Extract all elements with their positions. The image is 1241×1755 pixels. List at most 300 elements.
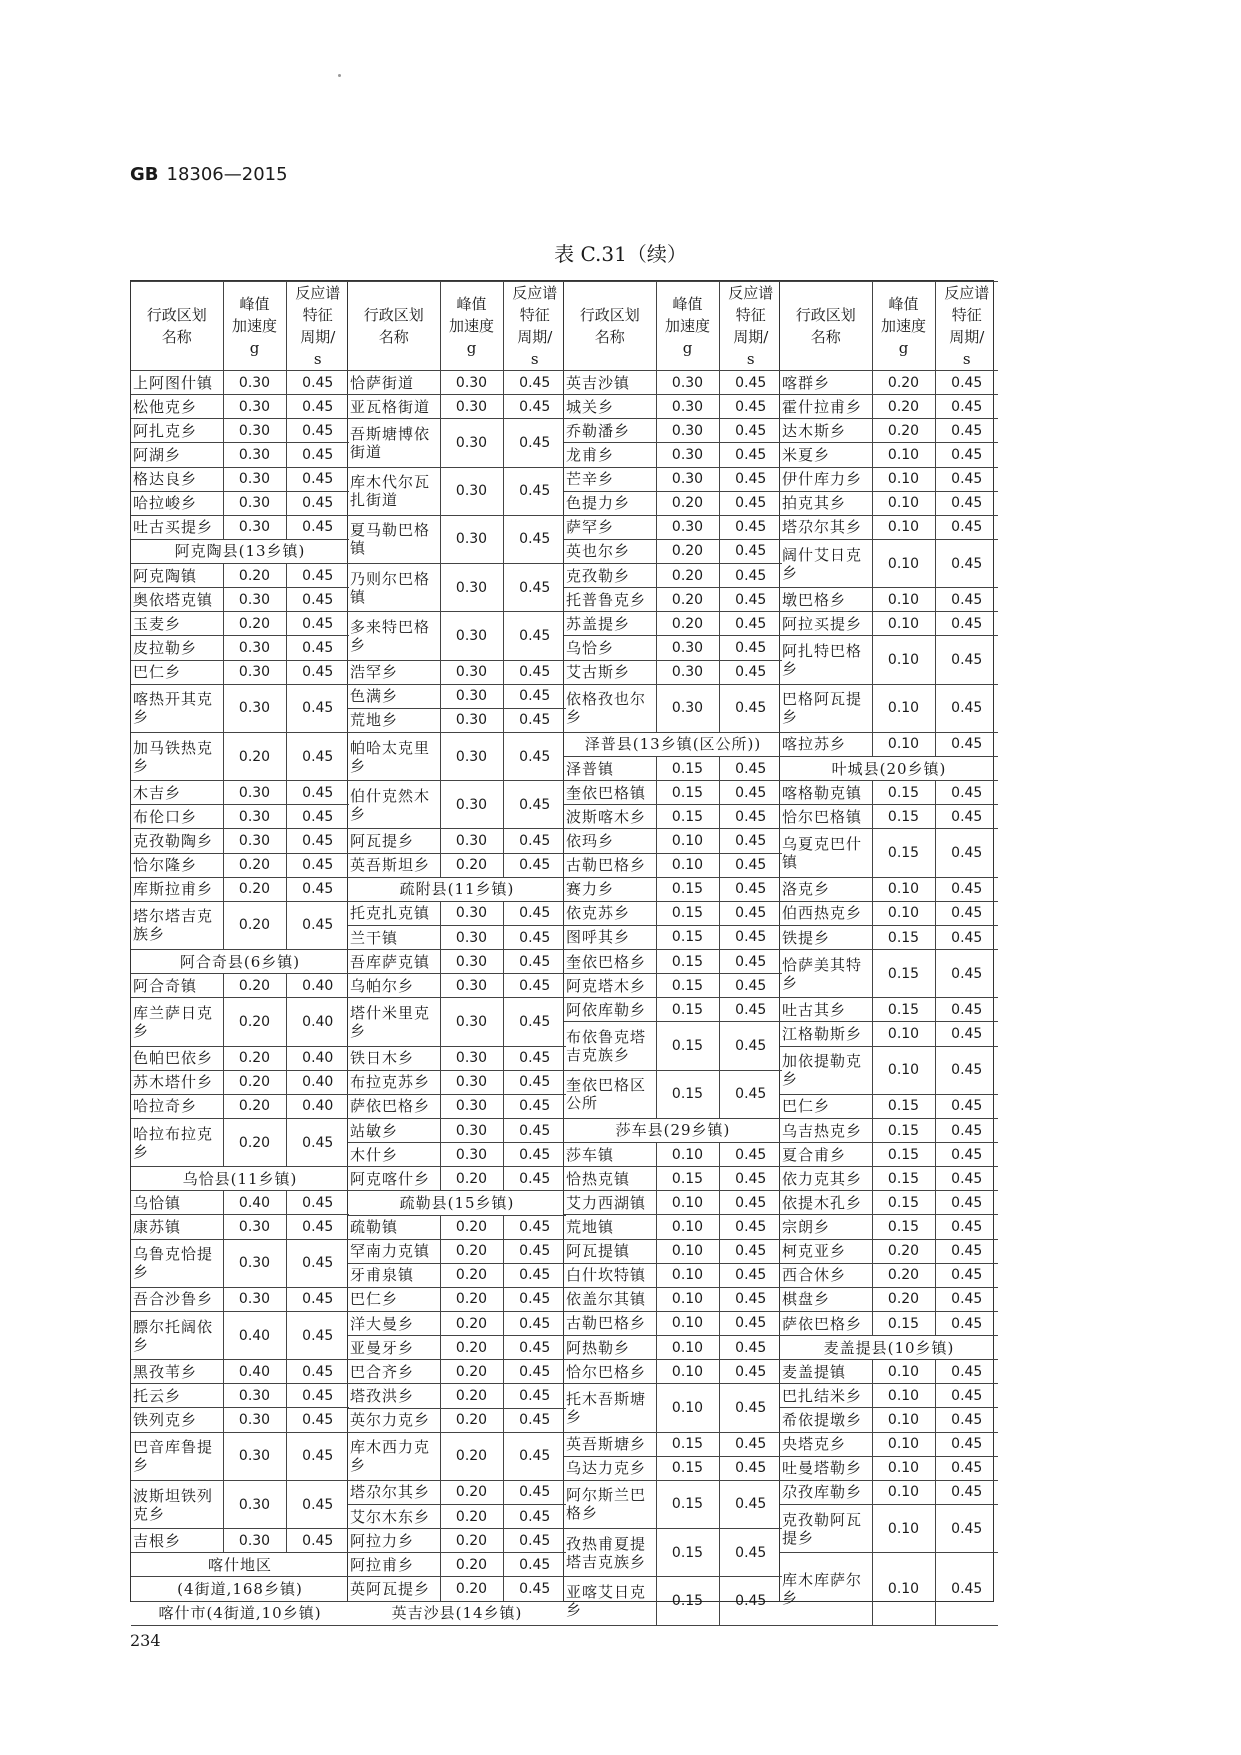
table-row	[131, 1408, 349, 1432]
region-name: 乌恰乡	[564, 636, 656, 660]
table-row	[348, 564, 566, 612]
peak-acceleration: 0.10	[872, 1504, 935, 1552]
peak-acceleration: 0.10	[872, 1553, 935, 1625]
region-name: 棋盘乡	[780, 1287, 872, 1311]
characteristic-period: 0.45	[286, 419, 349, 443]
region-name: 克孜勒乡	[564, 564, 656, 588]
page-number: 234	[130, 1631, 161, 1650]
section-header-row	[564, 732, 782, 756]
peak-acceleration: 0.15	[656, 1022, 719, 1070]
table-row	[348, 1505, 566, 1529]
peak-acceleration: 0.30	[223, 515, 286, 539]
header-accel: 峰值 加速度 g	[223, 282, 286, 371]
peak-acceleration: 0.30	[223, 1287, 286, 1311]
region-name: 牙甫泉镇	[348, 1263, 440, 1287]
table-row	[564, 1384, 782, 1432]
peak-acceleration: 0.15	[872, 1118, 935, 1142]
peak-acceleration: 0.20	[440, 1167, 503, 1191]
table-row	[780, 371, 998, 395]
table-row	[131, 1287, 349, 1311]
characteristic-period: 0.45	[719, 805, 782, 829]
table-row	[780, 395, 998, 419]
peak-acceleration: 0.10	[656, 1311, 719, 1335]
characteristic-period: 0.45	[935, 1553, 998, 1625]
table-row	[348, 515, 566, 563]
table-row	[564, 1167, 782, 1191]
region-name: 阿依库勒乡	[564, 998, 656, 1022]
region-name: 央塔克乡	[780, 1432, 872, 1456]
standard-number: GB 18306—2015	[130, 164, 288, 185]
region-name: 依盖尔其镇	[564, 1287, 656, 1311]
characteristic-period: 0.45	[503, 829, 566, 853]
peak-acceleration: 0.30	[440, 998, 503, 1046]
characteristic-period: 0.45	[503, 1094, 566, 1118]
peak-acceleration: 0.10	[872, 901, 935, 925]
characteristic-period: 0.45	[286, 1480, 349, 1528]
characteristic-period: 0.45	[935, 443, 998, 467]
region-name: 巴格阿瓦提乡	[780, 684, 872, 732]
section-title: 疏附县(11乡镇)	[348, 877, 566, 901]
characteristic-period: 0.45	[935, 1191, 998, 1215]
peak-acceleration: 0.20	[872, 1287, 935, 1311]
characteristic-period: 0.45	[286, 1384, 349, 1408]
table-row	[348, 1143, 566, 1167]
peak-acceleration: 0.30	[656, 684, 719, 732]
peak-acceleration: 0.20	[223, 1046, 286, 1070]
characteristic-period: 0.45	[286, 805, 349, 829]
table-row	[348, 419, 566, 467]
characteristic-period: 0.45	[935, 877, 998, 901]
table-row	[564, 901, 782, 925]
characteristic-period: 0.45	[286, 467, 349, 491]
region-name: 图呼其乡	[564, 925, 656, 949]
peak-acceleration: 0.30	[223, 1408, 286, 1432]
header-name: 行政区划 名称	[131, 282, 223, 371]
peak-acceleration: 0.40	[223, 1311, 286, 1359]
table-row	[564, 1529, 782, 1577]
section-title: 乌恰县(11乡镇)	[131, 1167, 349, 1191]
region-name: 阿瓦提镇	[564, 1239, 656, 1263]
peak-acceleration: 0.10	[872, 1408, 935, 1432]
peak-acceleration: 0.15	[656, 1070, 719, 1118]
region-name: 喀热开其克乡	[131, 684, 223, 732]
characteristic-period: 0.45	[935, 901, 998, 925]
region-name: 阿热勒乡	[564, 1336, 656, 1360]
characteristic-period: 0.45	[935, 805, 998, 829]
peak-acceleration: 0.10	[872, 1384, 935, 1408]
region-name: 托木吾斯塘乡	[564, 1384, 656, 1432]
region-name: 巴仁乡	[131, 660, 223, 684]
characteristic-period: 0.45	[935, 1311, 998, 1335]
characteristic-period: 0.45	[935, 1118, 998, 1142]
characteristic-period: 0.40	[286, 1046, 349, 1070]
region-name: 洛克乡	[780, 877, 872, 901]
table-row	[564, 564, 782, 588]
characteristic-period: 0.45	[719, 539, 782, 563]
characteristic-period: 0.40	[286, 998, 349, 1046]
table-row	[348, 1312, 566, 1336]
characteristic-period: 0.45	[503, 1360, 566, 1384]
region-name: 苏盖提乡	[564, 612, 656, 636]
region-name: 英吉沙镇	[564, 371, 656, 395]
peak-acceleration: 0.20	[440, 1312, 503, 1336]
peak-acceleration: 0.30	[440, 1094, 503, 1118]
peak-acceleration: 0.30	[223, 660, 286, 684]
peak-acceleration: 0.10	[872, 732, 935, 756]
region-name: 英吾斯塘乡	[564, 1432, 656, 1456]
characteristic-period: 0.45	[935, 1432, 998, 1456]
characteristic-period: 0.45	[719, 853, 782, 877]
peak-acceleration: 0.30	[223, 1432, 286, 1480]
table-row	[131, 998, 349, 1046]
region-name: 乌帕尔乡	[348, 974, 440, 998]
region-name: 恰热克镇	[564, 1167, 656, 1191]
section-title: 莎车县(29乡镇)	[564, 1118, 782, 1142]
section-title: 叶城县(20乡镇)	[780, 757, 998, 781]
characteristic-period: 0.45	[503, 515, 566, 563]
table-row	[564, 950, 782, 974]
region-name: 波斯坦铁列克乡	[131, 1480, 223, 1528]
characteristic-period: 0.45	[719, 443, 782, 467]
table-row	[348, 612, 566, 660]
peak-acceleration: 0.30	[656, 467, 719, 491]
table-row	[780, 1504, 998, 1552]
characteristic-period: 0.45	[935, 781, 998, 805]
table-header-row	[348, 282, 566, 371]
section-header-row	[348, 1191, 566, 1215]
peak-acceleration: 0.30	[223, 371, 286, 395]
characteristic-period: 0.45	[503, 419, 566, 467]
section-header-row	[780, 757, 998, 781]
characteristic-period: 0.45	[719, 419, 782, 443]
region-name: 夏马勒巴格镇	[348, 515, 440, 563]
header-name: 行政区划 名称	[780, 282, 872, 371]
characteristic-period: 0.45	[719, 1432, 782, 1456]
table-row	[780, 1215, 998, 1239]
characteristic-period: 0.45	[286, 1287, 349, 1311]
peak-acceleration: 0.10	[656, 1143, 719, 1167]
table-row	[780, 1143, 998, 1167]
characteristic-period: 0.45	[935, 925, 998, 949]
characteristic-period: 0.45	[935, 1263, 998, 1287]
characteristic-period: 0.45	[286, 564, 349, 588]
characteristic-period: 0.45	[503, 781, 566, 829]
characteristic-period: 0.45	[719, 1287, 782, 1311]
characteristic-period: 0.45	[503, 1119, 566, 1143]
table-row	[780, 781, 998, 805]
characteristic-period: 0.45	[935, 1046, 998, 1094]
region-name: 希依提墩乡	[780, 1408, 872, 1432]
peak-acceleration: 0.10	[656, 1384, 719, 1432]
table-row	[780, 998, 998, 1022]
table-row	[564, 419, 782, 443]
characteristic-period: 0.45	[286, 1239, 349, 1287]
table-row	[780, 877, 998, 901]
table-row	[348, 1046, 566, 1070]
region-name: 阔什艾日克乡	[780, 539, 872, 587]
peak-acceleration: 0.30	[223, 491, 286, 515]
header-accel: 峰值 加速度 g	[872, 282, 935, 371]
peak-acceleration: 0.30	[440, 901, 503, 925]
characteristic-period: 0.45	[286, 684, 349, 732]
characteristic-period: 0.45	[286, 371, 349, 395]
table-row	[131, 1311, 349, 1359]
peak-acceleration: 0.15	[872, 1311, 935, 1335]
characteristic-period: 0.45	[719, 1480, 782, 1528]
characteristic-period: 0.40	[286, 974, 349, 998]
region-name: 亚喀艾日克乡	[564, 1577, 656, 1625]
region-name: 伊什库力乡	[780, 467, 872, 491]
region-name: 萨依巴格乡	[348, 1094, 440, 1118]
table-row	[348, 1480, 566, 1504]
table-row	[131, 1384, 349, 1408]
region-name: 站敏乡	[348, 1119, 440, 1143]
peak-acceleration: 0.20	[656, 612, 719, 636]
region-name: 哈拉布拉克乡	[131, 1118, 223, 1166]
characteristic-period: 0.45	[286, 1408, 349, 1432]
region-name: 色帕巴依乡	[131, 1046, 223, 1070]
region-name: 阿克塔木乡	[564, 974, 656, 998]
header-period: 反应谱 特征 周期/ s	[503, 282, 566, 371]
peak-acceleration: 0.20	[872, 1239, 935, 1263]
table-row	[131, 781, 349, 805]
peak-acceleration: 0.30	[440, 395, 503, 419]
region-name: 西合休乡	[780, 1263, 872, 1287]
region-name: 古勒巴格乡	[564, 853, 656, 877]
characteristic-period: 0.45	[286, 636, 349, 660]
region-name: 铁日木乡	[348, 1046, 440, 1070]
table-row	[348, 684, 566, 708]
characteristic-period: 0.45	[935, 539, 998, 587]
region-name: 乃则尔巴格镇	[348, 564, 440, 612]
characteristic-period: 0.45	[935, 1504, 998, 1552]
table-row	[564, 1360, 782, 1384]
table-row	[348, 1336, 566, 1360]
table-row	[348, 1577, 566, 1601]
table-row	[348, 395, 566, 419]
region-name: 阿拉甫乡	[348, 1553, 440, 1577]
peak-acceleration: 0.20	[656, 564, 719, 588]
peak-acceleration: 0.30	[656, 395, 719, 419]
characteristic-period: 0.45	[719, 1239, 782, 1263]
table-row	[348, 1215, 566, 1239]
characteristic-period: 0.45	[935, 732, 998, 756]
table-row	[780, 805, 998, 829]
table-row	[131, 877, 349, 901]
peak-acceleration: 0.15	[656, 805, 719, 829]
region-name: 兰干镇	[348, 925, 440, 949]
peak-acceleration: 0.10	[872, 515, 935, 539]
characteristic-period: 0.45	[286, 1529, 349, 1553]
table-row	[780, 1191, 998, 1215]
peak-acceleration: 0.15	[872, 1167, 935, 1191]
region-name: 宗朗乡	[780, 1215, 872, 1239]
characteristic-period: 0.45	[286, 1191, 349, 1215]
characteristic-period: 0.45	[935, 1287, 998, 1311]
region-name: 荒地乡	[348, 708, 440, 732]
characteristic-period: 0.45	[503, 371, 566, 395]
table-row	[780, 1094, 998, 1118]
region-name: 巴仁乡	[348, 1287, 440, 1311]
section-title: 阿合奇县(6乡镇)	[131, 950, 349, 974]
table-row	[564, 829, 782, 853]
peak-acceleration: 0.30	[440, 708, 503, 732]
table-row	[780, 1167, 998, 1191]
characteristic-period: 0.45	[503, 1070, 566, 1094]
region-name: 库木西力克乡	[348, 1432, 440, 1480]
peak-acceleration: 0.10	[872, 1480, 935, 1504]
table-row	[131, 588, 349, 612]
peak-acceleration: 0.20	[440, 1215, 503, 1239]
table-row	[131, 805, 349, 829]
header-period: 反应谱 特征 周期/ s	[719, 282, 782, 371]
region-name: 加依提勒克乡	[780, 1046, 872, 1094]
peak-acceleration: 0.10	[656, 1239, 719, 1263]
peak-acceleration: 0.10	[656, 829, 719, 853]
region-name: 霍什拉甫乡	[780, 395, 872, 419]
characteristic-period: 0.45	[503, 974, 566, 998]
region-name: 吉根乡	[131, 1529, 223, 1553]
table-row	[564, 877, 782, 901]
peak-acceleration: 0.15	[656, 998, 719, 1022]
peak-acceleration: 0.15	[656, 1577, 719, 1625]
table-row	[131, 515, 349, 539]
table-row	[131, 1046, 349, 1070]
table-column-3	[564, 280, 780, 1619]
table-row	[131, 1239, 349, 1287]
peak-acceleration: 0.15	[872, 805, 935, 829]
peak-acceleration: 0.15	[656, 1480, 719, 1528]
characteristic-period: 0.45	[286, 1215, 349, 1239]
region-name: 奎依巴格乡	[564, 950, 656, 974]
region-name: 阿尔斯兰巴格乡	[564, 1480, 656, 1528]
characteristic-period: 0.45	[503, 1480, 566, 1504]
peak-acceleration: 0.30	[440, 829, 503, 853]
section-header-row	[131, 1601, 349, 1625]
region-name: 依提木孔乡	[780, 1191, 872, 1215]
peak-acceleration: 0.30	[440, 1070, 503, 1094]
peak-acceleration: 0.30	[656, 419, 719, 443]
characteristic-period: 0.40	[286, 1070, 349, 1094]
header-name: 行政区划 名称	[348, 282, 440, 371]
peak-acceleration: 0.10	[872, 491, 935, 515]
characteristic-period: 0.45	[719, 660, 782, 684]
peak-acceleration: 0.40	[223, 1191, 286, 1215]
characteristic-period: 0.45	[935, 1456, 998, 1480]
header-period: 反应谱 特征 周期/ s	[935, 282, 998, 371]
section-header-row	[348, 877, 566, 901]
characteristic-period: 0.45	[503, 1046, 566, 1070]
region-name: 布拉克苏乡	[348, 1070, 440, 1094]
characteristic-period: 0.45	[286, 781, 349, 805]
table-row	[131, 467, 349, 491]
table-row	[564, 371, 782, 395]
region-name: 伯西热克乡	[780, 901, 872, 925]
peak-acceleration: 0.30	[440, 1119, 503, 1143]
region-name: 库木库萨尔乡	[780, 1553, 872, 1625]
table-row	[564, 1070, 782, 1118]
characteristic-period: 0.45	[719, 1167, 782, 1191]
table-row	[564, 1022, 782, 1070]
characteristic-period: 0.45	[286, 588, 349, 612]
region-name: 克孜勒阿瓦提乡	[780, 1504, 872, 1552]
table-row	[348, 950, 566, 974]
characteristic-period: 0.45	[935, 1408, 998, 1432]
peak-acceleration: 0.20	[440, 1480, 503, 1504]
table-row	[780, 539, 998, 587]
table-row	[131, 1432, 349, 1480]
peak-acceleration: 0.30	[440, 564, 503, 612]
peak-acceleration: 0.30	[223, 684, 286, 732]
table-row	[348, 829, 566, 853]
table-row	[780, 950, 998, 998]
region-name: 恰尔隆乡	[131, 853, 223, 877]
characteristic-period: 0.45	[935, 588, 998, 612]
region-name: 吾斯塘博依街道	[348, 419, 440, 467]
region-name: 奎依巴格区公所	[564, 1070, 656, 1118]
characteristic-period: 0.45	[503, 1505, 566, 1529]
region-name: 依克苏乡	[564, 901, 656, 925]
characteristic-period: 0.45	[503, 732, 566, 780]
table-row	[131, 829, 349, 853]
table-column-1	[130, 280, 348, 1623]
region-name: 依格孜也尔乡	[564, 684, 656, 732]
peak-acceleration: 0.30	[440, 950, 503, 974]
peak-acceleration: 0.15	[656, 1529, 719, 1577]
region-name: 夏合甫乡	[780, 1143, 872, 1167]
peak-acceleration: 0.10	[656, 1360, 719, 1384]
characteristic-period: 0.45	[719, 1263, 782, 1287]
peak-acceleration: 0.20	[656, 491, 719, 515]
characteristic-period: 0.45	[286, 612, 349, 636]
region-name: 乌达力克乡	[564, 1456, 656, 1480]
peak-acceleration: 0.15	[872, 781, 935, 805]
table-row	[564, 660, 782, 684]
table-row	[564, 395, 782, 419]
peak-acceleration: 0.30	[223, 829, 286, 853]
region-name: 皮拉勒乡	[131, 636, 223, 660]
table-row	[780, 1553, 998, 1625]
peak-acceleration: 0.20	[223, 1094, 286, 1118]
table-row	[348, 371, 566, 395]
region-name: 哈拉奇乡	[131, 1094, 223, 1118]
peak-acceleration: 0.10	[872, 612, 935, 636]
characteristic-period: 0.45	[719, 1529, 782, 1577]
peak-acceleration: 0.10	[656, 1336, 719, 1360]
region-name: 龙甫乡	[564, 443, 656, 467]
table-row	[131, 419, 349, 443]
peak-acceleration: 0.10	[656, 1263, 719, 1287]
region-name: 泽普镇	[564, 757, 656, 781]
peak-acceleration: 0.15	[656, 950, 719, 974]
peak-acceleration: 0.20	[872, 371, 935, 395]
characteristic-period: 0.45	[503, 708, 566, 732]
header-accel: 峰值 加速度 g	[656, 282, 719, 371]
characteristic-period: 0.45	[286, 1118, 349, 1166]
characteristic-period: 0.45	[935, 1360, 998, 1384]
characteristic-period: 0.45	[935, 419, 998, 443]
peak-acceleration: 0.40	[223, 1360, 286, 1384]
region-name: 吾合沙鲁乡	[131, 1287, 223, 1311]
peak-acceleration: 0.20	[872, 1263, 935, 1287]
table-row	[780, 1239, 998, 1263]
table-row	[780, 1118, 998, 1142]
region-name: 麦盖提镇	[780, 1360, 872, 1384]
peak-acceleration: 0.30	[440, 781, 503, 829]
peak-acceleration: 0.30	[223, 636, 286, 660]
peak-acceleration: 0.20	[872, 395, 935, 419]
table-row	[131, 1118, 349, 1166]
